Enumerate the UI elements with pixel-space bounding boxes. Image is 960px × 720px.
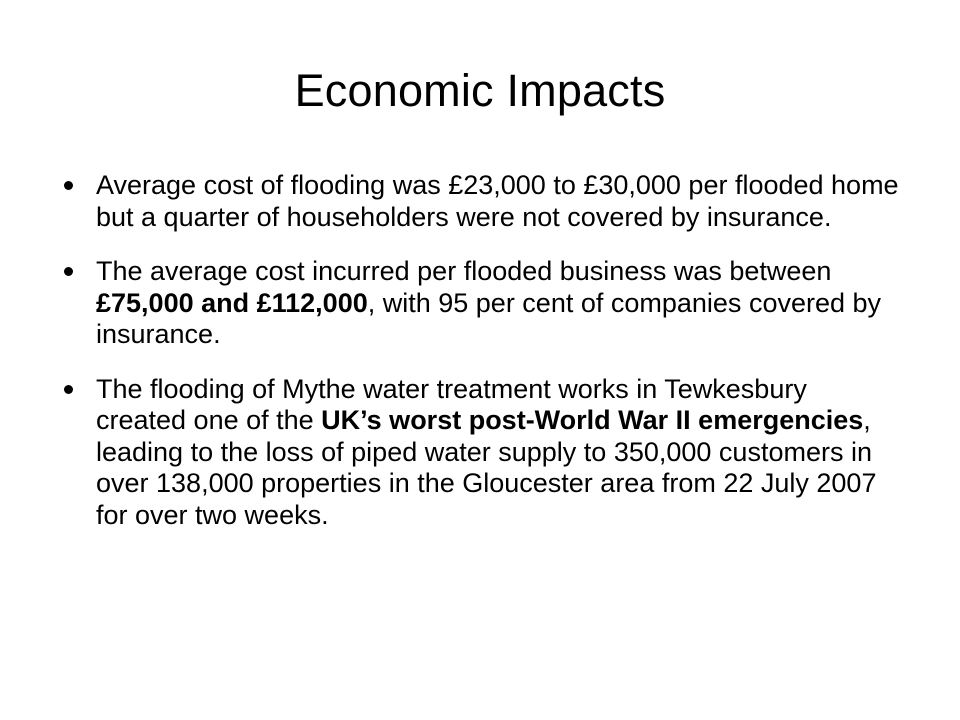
bullet-text [96, 256, 881, 349]
bullet-text-segment: The average cost incurred per flooded business was between [96, 256, 832, 286]
bullet-list [64, 170, 900, 554]
bullet-text [96, 374, 876, 530]
bullet-text-segment: , with 95 per cent of companies covered by insurance. [96, 287, 882, 349]
bullet-text-bold-segment: £75,000 and £112,000 [96, 287, 368, 318]
bullet-item [64, 374, 900, 532]
bullet-text-bold-segment: UK’s worst post-World War II emergencies [321, 405, 864, 435]
bullet-text [96, 170, 899, 232]
bullet-item [64, 256, 900, 351]
bullet-dot-icon [64, 181, 73, 190]
bullet-text-segment: Average cost of flooding was £23,000 to £30,000 per flooded home but a quarter of householders were not covered by insurance. [96, 170, 899, 232]
bullet-dot-icon [64, 267, 73, 276]
slide-title: Economic Impacts [294, 65, 666, 116]
bullet-text-segment: , leading to the loss of piped water supply to 350,000 customers in over 138,000 properties in the Gloucester area from 22 July 2007 for over two weeks. [96, 405, 877, 530]
bullet-text-segment: The flooding of Mythe water treatment works in Tewkesbury created one of the [96, 373, 807, 435]
bullet-item [64, 170, 900, 233]
bullet-dot-icon [64, 385, 73, 394]
